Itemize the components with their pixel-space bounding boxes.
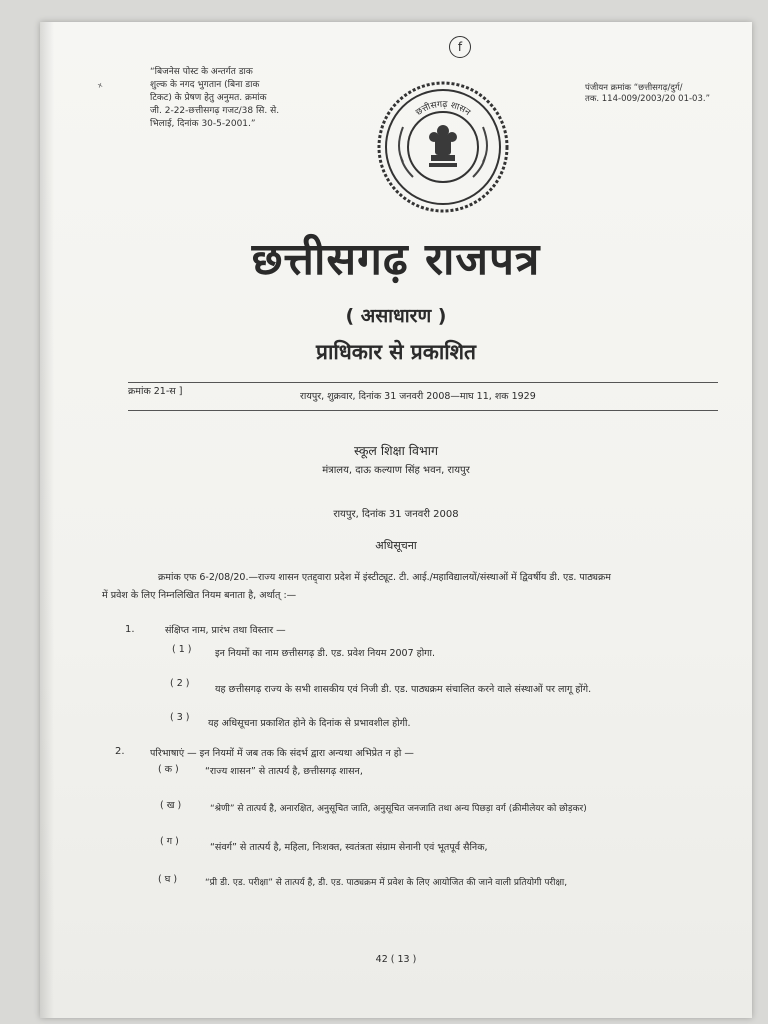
postal-note xyxy=(150,66,310,131)
page-number: f xyxy=(449,36,471,58)
section-heading: संक्षिप्त नाम, प्रारंभ तथा विस्तार — xyxy=(165,625,286,636)
clause-label: ( ग ) xyxy=(160,836,179,847)
clause-label: ( घ ) xyxy=(158,874,178,885)
clause-label: ( 2 ) xyxy=(170,678,190,689)
svg-text:छत्तीसगढ़ शासन xyxy=(414,100,473,119)
clause-label: ( ख ) xyxy=(160,800,182,811)
registration-line: पंजीयन क्रमांक “छत्तीसगढ़/दुर्ग/ xyxy=(585,83,683,93)
notice-date: रायपुर, दिनांक 31 जनवरी 2008 xyxy=(333,509,459,520)
notice-heading: अधिसूचना xyxy=(375,539,417,552)
section-number: 2. xyxy=(115,746,125,757)
intro-line: में प्रवेश के लिए निम्नलिखित नियम बनाता है, अर्थात् :— xyxy=(102,590,297,601)
scan-mark: ˣ xyxy=(95,79,106,95)
emblem-text: छत्तीसगढ़ शासन xyxy=(414,99,472,119)
clause-label: ( 1 ) xyxy=(172,644,192,655)
gazette-subtitle: ( असाधारण ) xyxy=(345,305,447,327)
clause-text: यह अधिसूचना प्रकाशित होने के दिनांक से प्रभावशील होगी. xyxy=(208,718,411,729)
postal-note-line: शुल्क के नगद भुगतान (बिना डाक xyxy=(150,80,260,90)
clause-text: यह छत्तीसगढ़ राज्य के सभी शासकीय एवं निजी डी. एड. पाठ्यक्रम संचालित करने वाले संस्थाओं पर लागू होंगे. xyxy=(215,684,592,695)
ministry-address: मंत्रालय, दाऊ कल्याण सिंह भवन, रायपुर xyxy=(322,465,470,476)
issue-number: क्रमांक 21-स ] xyxy=(128,386,183,397)
intro-line: क्रमांक एफ 6-2/08/20.—राज्य शासन एतद्द्वारा प्रदेश में इंस्टीट्यूट. टी. आई./महाविद्यालयों/संस्थाओं में द्विवर्षीय डी. एड. पाठ्यक्रम xyxy=(158,572,611,583)
gazette-title: छत्तीसगढ़ राजपत्र xyxy=(251,234,541,285)
gazette-authority: प्राधिकार से प्रकाशित xyxy=(316,340,476,364)
bottom-rule xyxy=(128,410,718,411)
registration-line: तक. 114-009/2003/20 01-03.” xyxy=(585,94,710,104)
clause-text: “प्री डी. एड. परीक्षा” से तात्पर्य है, डी. एड. पाठ्यक्रम में प्रवेश के लिए आयोजित की जाने वाली प्रतियोगी परीक्षा, xyxy=(205,878,568,888)
clause-text: इन नियमों का नाम छत्तीसगढ़ डी. एड. प्रवेश नियम 2007 होगा. xyxy=(215,648,435,659)
postal-note-line: टिकट) के प्रेषण हेतु अनुमत. क्रमांक xyxy=(150,93,267,103)
page-footer: 42 ( 13 ) xyxy=(375,954,417,965)
gazette-page xyxy=(40,22,752,1018)
clause-text: “श्रेणी” से तात्पर्य है, अनारक्षित, अनुसूचित जाति, अनुसूचित जनजाति तथा अन्य पिछड़ा वर्ग (क्रीमीलेयर को छोड़कर) xyxy=(210,804,587,814)
section-heading: परिभाषाएं — इन नियमों में जब तक कि संदर्भ द्वारा अन्यथा अभिप्रेत न हो — xyxy=(150,748,414,759)
top-rule xyxy=(128,382,718,383)
registration-number xyxy=(585,82,752,104)
postal-note-line: “बिजनेस पोस्ट के अन्तर्गत डाक xyxy=(150,67,253,77)
clause-text: “राज्य शासन” से तात्पर्य है, छत्तीसगढ़ शासन, xyxy=(205,766,363,777)
department-heading: स्कूल शिक्षा विभाग xyxy=(353,443,439,458)
clause-label: ( क ) xyxy=(158,764,179,775)
issue-dateline: रायपुर, शुक्रवार, दिनांक 31 जनवरी 2008—माघ 11, शक 1929 xyxy=(300,391,536,402)
section-number: 1. xyxy=(125,624,135,635)
clause-text: “संवर्ग” से तात्पर्य है, महिला, निःशक्त, स्वतंत्रता संग्राम सेनानी एवं भूतपूर्व सैनिक, xyxy=(210,842,488,853)
postal-note-line: जी. 2-22-छत्तीसगढ़ गजट/38 सि. से. xyxy=(150,106,280,116)
clause-label: ( 3 ) xyxy=(170,712,190,723)
postal-note-line: भिलाई, दिनांक 30-5-2001.” xyxy=(150,119,256,129)
state-emblem-seal xyxy=(373,77,513,217)
